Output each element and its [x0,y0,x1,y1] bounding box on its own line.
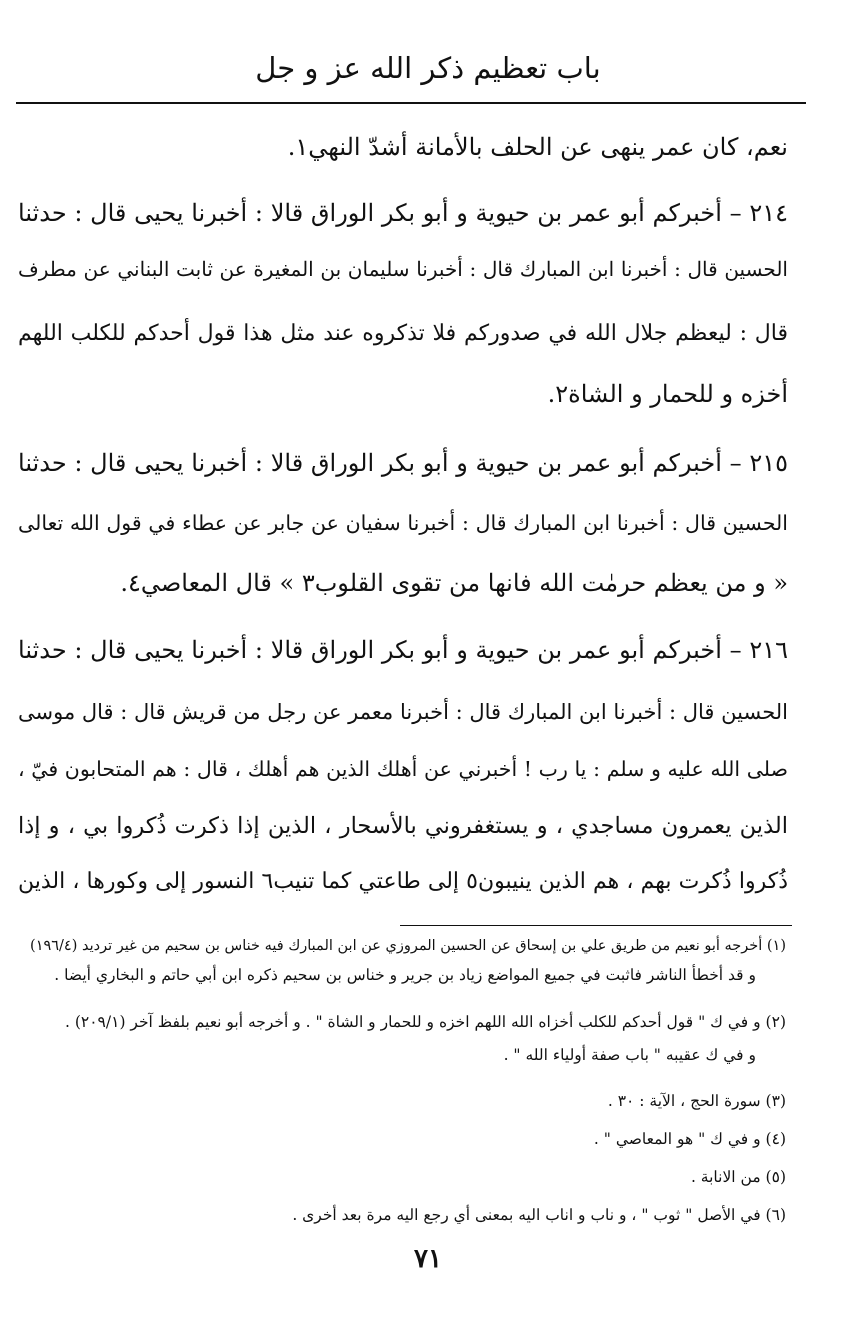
hadith-214-line: ٢١٤ – أخبركم أبو عمر بن حيوية و أبو بكر الوراق قالا : أخبرنا يحيى قال : حدثنا [18,199,788,227]
footnote: (٥) من الانابة . [690,1168,786,1186]
footnote: (١) أخرجه أبو نعيم من طريق علي بن إسحاق عن الحسين المروزي عن ابن المبارك فيه خناس بن سحيم من غير ترديد (١٩٦/٤) [30,938,786,954]
body-line: أخزه و للحمار و الشاة٢. [547,380,788,408]
body-line: ذُكروا ذُكرت بهم ، هم الذين ينيبون٥ إلى طاعتي كما تنيب٦ النسور إلى وكورها ، الذين [18,869,788,894]
body-line: الحسين قال : أخبرنا ابن المبارك قال : أخبرنا معمر عن رجل من قريش قال : قال موسى [18,700,788,724]
body-line: قال : ليعظم جلال الله في صدوركم فلا تذكروه عند مثل هذا قول أحدكم للكلب اللهم [18,321,788,346]
body-line: الحسين قال : أخبرنا ابن المبارك قال : أخبرنا سفيان عن جابر عن عطاء في قول الله تعالى [18,511,788,535]
footnote-rule [400,925,792,926]
body-line: نعم، كان عمر ينهى عن الحلف بالأمانة أشدّ النهي١. [287,133,788,161]
body-line: الذين يعمرون مساجدي ، و يستغفروني بالأسحار ، الذين إذا ذكرت ذُكروا بي ، و إذا [18,813,788,839]
footnote: (٦) في الأصل " ثوب " ، و ناب و اناب اليه بمعنى أي رجع اليه مرة بعد أخرى . [292,1206,786,1224]
footnote: (٤) و في ك " هو المعاصي " . [593,1130,786,1148]
footnote: (٣) سورة الحج ، الآية : ٣٠ . [607,1092,786,1110]
header-rule [16,102,806,104]
hadith-215-line: ٢١٥ – أخبركم أبو عمر بن حيوية و أبو بكر الوراق قالا : أخبرنا يحيى قال : حدثنا [18,449,788,477]
body-line: « و من يعظم حرمٰت الله فانها من تقوى القلوب٣ » قال المعاصي٤. [120,569,788,597]
hadith-216-line: ٢١٦ – أخبركم أبو عمر بن حيوية و أبو بكر الوراق قالا : أخبرنا يحيى قال : حدثنا [18,636,788,664]
body-line: صلى الله عليه و سلم : يا رب ! أخبرني عن أهلك الذين هم أهلك ، قال : هم المتحابون فيّ ، [18,757,788,781]
footnote: (٢) و في ك " قول أحدكم للكلب أخزاه الله اللهم اخزه و للحمار و الشاة " . و أخرجه أبو نعيم بلفظ آخر (٢٠٩/١) . [65,1013,786,1031]
page-number: ٧١ [414,1244,442,1274]
footnote-continuation: و قد أخطأ الناشر فاثبت في جميع المواضع زياد بن جرير و خناس بن سحيم ذكره ابن أبي حاتم و البخاري أيضا . [54,966,756,984]
body-line: الحسين قال : أخبرنا ابن المبارك قال : أخبرنا سليمان بن المغيرة عن ثابت البناني عن مطرف [18,257,788,281]
footnote-continuation: و في ك عقيبه " باب صفة أولياء الله " . [503,1046,756,1064]
chapter-header: باب تعظيم ذكر الله عز و جل [255,51,601,85]
